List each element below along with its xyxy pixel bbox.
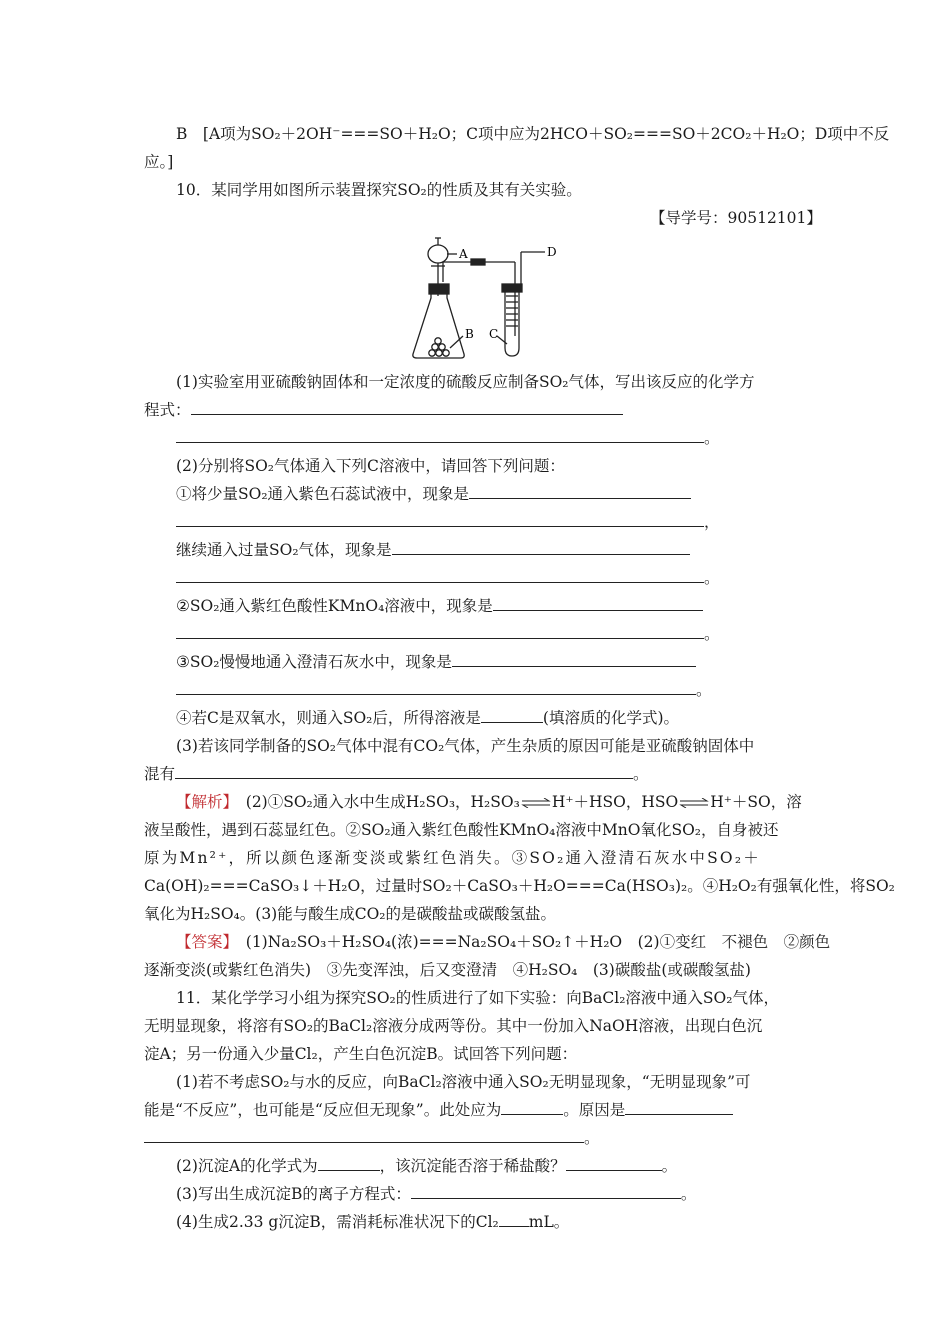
answer-line1 xyxy=(176,931,830,953)
q10-part2: (2)分别将SO₂气体通入下列C溶液中，请回答下列问题： xyxy=(176,457,565,475)
analysis-tag: 【解析】 xyxy=(176,793,231,811)
item-text: (3)写出生成沉淀B的离子方程式： xyxy=(176,1185,411,1203)
answer-blank[interactable] xyxy=(452,652,696,667)
q11-part1-line2 xyxy=(144,1099,733,1121)
q11-part1: (1)若不考虑SO₂与水的反应，向BaCl₂溶液中通入SO₂无明显现象，“无明显现象”可 xyxy=(176,1073,751,1091)
apparatus-diagram xyxy=(405,232,565,368)
line-end: ， xyxy=(704,513,720,531)
equilibrium-arrow-icon xyxy=(521,798,551,808)
answer-blank[interactable] xyxy=(469,484,691,499)
line-end: 。 xyxy=(704,625,720,643)
item-text-end: mL。 xyxy=(528,1213,570,1231)
answer-9-line1: B [A项为SO₂＋2OH⁻===SO＋H₂O；C项中应为2HCO＋SO₂===SO＋2CO₂＋H₂O；D项中不反 xyxy=(176,125,890,143)
item-text: 。原因是 xyxy=(563,1101,626,1119)
q10-part1-answer-line xyxy=(144,399,623,421)
q10-part2-item2-line2 xyxy=(176,623,720,645)
question-11-line3: 淀A；另一份通入少量Cl₂，产生白色沉淀B。试回答下列问题： xyxy=(144,1045,578,1063)
q11-part1-line3 xyxy=(144,1127,600,1149)
answer-blank[interactable] xyxy=(566,1156,662,1171)
item-text: ④若C是双氧水，则通入SO₂后，所得溶液是 xyxy=(176,709,481,727)
answer-blank[interactable] xyxy=(481,708,543,723)
q10-part2-item1-line2 xyxy=(176,511,720,533)
answer-blank[interactable] xyxy=(176,428,704,443)
q10-part1: (1)实验室用亚硫酸钠固体和一定浓度的硫酸反应制备SO₂气体，写出该反应的化学方 xyxy=(176,373,755,391)
q11-part4 xyxy=(176,1211,569,1233)
analysis-line4: Ca(OH)₂===CaSO₃↓＋H₂O，过量时SO₂＋CaSO₃＋H₂O===Ca(HSO₃)₂。④H₂O₂有强氧化性，将SO₂ xyxy=(144,877,895,895)
q10-part1-answer-line2 xyxy=(176,427,720,449)
answer-blank[interactable] xyxy=(144,1128,584,1143)
item-text: 能是“不反应”，也可能是“反应但无现象”。此处应为 xyxy=(144,1101,502,1119)
analysis-line3: 原为Mn²⁺，所以颜色逐渐变淡或紫红色消失。③SO₂通入澄清石灰水中SO₂＋ xyxy=(144,849,761,867)
analysis-line2: 液呈酸性，遇到石蕊显红色。②SO₂通入紫红色酸性KMnO₄溶液中MnO氧化SO₂，自身被还 xyxy=(144,821,779,839)
q10-part2-item1 xyxy=(176,483,691,505)
line-end: 。 xyxy=(661,1157,678,1175)
q10-part3-line2 xyxy=(144,763,649,785)
q11-part3 xyxy=(176,1183,696,1205)
line-end: 。 xyxy=(704,569,720,587)
answer-blank[interactable] xyxy=(318,1156,380,1171)
q10-part2-item2 xyxy=(176,595,703,617)
answer-tag: 【答案】 xyxy=(176,933,231,951)
item-text: ①将少量SO₂通入紫色石蕊试液中，现象是 xyxy=(176,485,470,503)
answer-blank[interactable] xyxy=(625,1100,733,1115)
item-text: (4)生成2.33 g沉淀B，需消耗标准状况下的Cl₂ xyxy=(176,1213,499,1231)
analysis-text: H⁺＋HSO，HSO xyxy=(551,793,679,811)
item-text: 继续通入过量SO₂气体，现象是 xyxy=(176,541,392,559)
q10-part2-item1-excess-line2 xyxy=(176,567,720,589)
answer-blank[interactable] xyxy=(176,624,704,639)
q10-part1-prefix: 程式： xyxy=(144,401,191,419)
q10-part2-item4 xyxy=(176,707,679,729)
question-11-line2: 无明显现象，将溶有SO₂的BaCl₂溶液分成两等份。其中一份加入NaOH溶液，出现白色沉 xyxy=(144,1017,763,1035)
analysis-text: (2)①SO₂通入水中生成H₂SO₃，H₂SO₃ xyxy=(230,793,520,811)
item-text: 混有 xyxy=(144,765,176,783)
analysis-line1 xyxy=(176,791,802,813)
item-text: ③SO₂慢慢地通入澄清石灰水中，现象是 xyxy=(176,653,452,671)
answer-blank[interactable] xyxy=(501,1100,563,1115)
line-end: 。 xyxy=(680,1185,697,1203)
line-end: 。 xyxy=(704,429,720,447)
line-end: 。 xyxy=(584,1129,600,1147)
line-end: 。 xyxy=(633,765,649,783)
q10-part2-item3 xyxy=(176,651,696,673)
line-end: 。 xyxy=(696,681,712,699)
analysis-text: H⁺＋SO，溶 xyxy=(710,793,802,811)
label-d: D xyxy=(547,245,557,259)
answer-blank[interactable] xyxy=(392,540,690,555)
question-11-line1: 11．某化学学习小组为探究SO₂的性质进行了如下实验：向BaCl₂溶液中通入SO₂气体， xyxy=(176,989,779,1007)
answer-text: (1)Na₂SO₃＋H₂SO₄(浓)===Na₂SO₄＋SO₂↑＋H₂O (2)①变红 不褪色 ②颜色 xyxy=(230,933,831,951)
answer-blank[interactable] xyxy=(411,1184,681,1199)
answer-blank[interactable] xyxy=(175,764,633,779)
label-c: C xyxy=(489,327,499,341)
q11-part2 xyxy=(176,1155,677,1177)
label-b: B xyxy=(465,327,474,341)
answer-blank[interactable] xyxy=(176,568,704,583)
answer-blank[interactable] xyxy=(499,1212,529,1227)
answer-line2: 逐渐变淡(或紫红色消失) ③先变浑浊，后又变澄清 ④H₂SO₄ (3)碳酸盐(或碳酸氢盐) xyxy=(144,961,751,979)
item-text: ②SO₂通入紫红色酸性KMnO₄溶液中，现象是 xyxy=(176,597,493,615)
q10-part2-item3-line2 xyxy=(176,679,712,701)
answer-blank[interactable] xyxy=(191,400,623,415)
answer-blank[interactable] xyxy=(493,596,703,611)
q10-part2-item1-excess xyxy=(176,539,690,561)
item-text-end: (填溶质的化学式)。 xyxy=(542,709,680,727)
q10-part3: (3)若该同学制备的SO₂气体中混有CO₂气体，产生杂质的原因可能是亚硫酸钠固体中 xyxy=(176,737,755,755)
item-text: (2)沉淀A的化学式为 xyxy=(176,1157,318,1175)
label-a: A xyxy=(459,247,468,261)
answer-9-line2: 应。] xyxy=(144,153,174,171)
equilibrium-arrow-icon xyxy=(679,798,709,808)
analysis-line5: 氧化为H₂SO₄。(3)能与酸生成CO₂的是碳酸盐或碳酸氢盐。 xyxy=(144,905,557,923)
guide-number: 【导学号：90512101】 xyxy=(650,209,822,227)
item-text: ，该沉淀能否溶于稀盐酸？ xyxy=(379,1157,566,1175)
answer-blank[interactable] xyxy=(176,512,704,527)
question-10-title: 10．某同学用如图所示装置探究SO₂的性质及其有关实验。 xyxy=(176,181,582,199)
answer-blank[interactable] xyxy=(176,680,696,695)
